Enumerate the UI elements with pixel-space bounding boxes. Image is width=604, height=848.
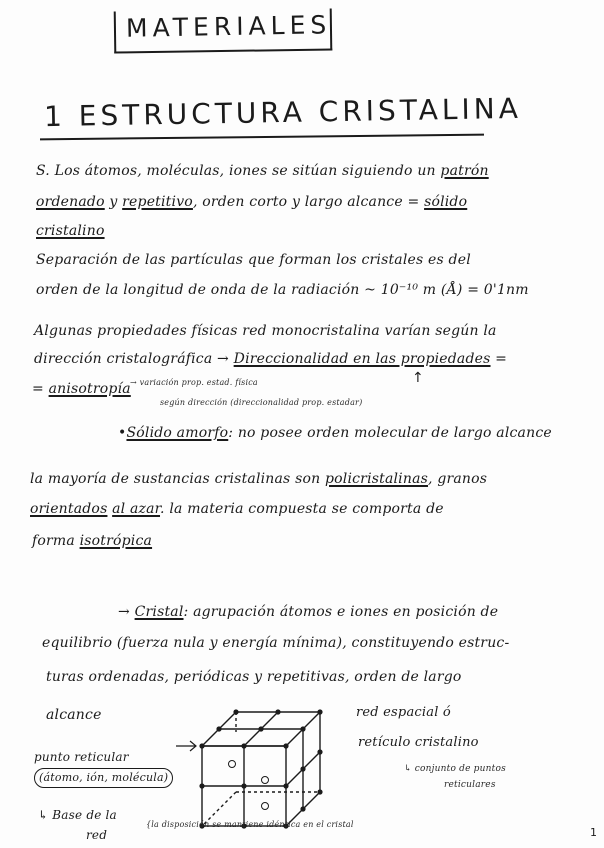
- para5-underlined: orientados: [30, 501, 108, 517]
- label-red-espacial: red espacial ó: [356, 705, 451, 720]
- label-conjunto-2: reticulares: [444, 780, 496, 790]
- para5-text: , granos: [428, 471, 488, 487]
- para6-line1: [118, 603, 498, 621]
- para6-text: : agrupación átomos e iones en posición de: [183, 604, 499, 620]
- lattice-point: [216, 726, 221, 731]
- lattice-point: [275, 709, 280, 714]
- para3-line1: Algunas propiedades físicas red monocristalina varían según la: [34, 323, 497, 339]
- lattice-point: [300, 766, 305, 771]
- heading-underline: [40, 134, 484, 141]
- para3-line2: [34, 350, 507, 368]
- para3-line3: [32, 380, 131, 398]
- pointer-arrow: [176, 741, 196, 751]
- face-atoms: [229, 761, 269, 810]
- section-heading: 1 ESTRUCTURA CRISTALINA: [43, 91, 523, 134]
- label-base-2: red: [86, 828, 108, 842]
- para6-line2: equilibrio (fuerza nula y energía mínima), constituyendo estruc-: [42, 635, 510, 651]
- para6-line4: alcance: [46, 707, 102, 723]
- face-atom: [262, 803, 269, 810]
- para5-underlined: isotrópica: [79, 533, 153, 549]
- up-arrow-icon: ↑: [412, 370, 424, 386]
- para1-line3: [36, 222, 105, 240]
- lattice-point: [258, 726, 263, 731]
- para1-underlined: sólido: [424, 194, 468, 210]
- para1-text: S. Los átomos, moléculas, iones se sitúan siguiendo un: [36, 163, 436, 179]
- para3-text: =: [495, 351, 508, 367]
- page-title: MATERIALES: [125, 10, 332, 43]
- lattice-point: [283, 783, 288, 788]
- right-arrow-icon: →: [118, 604, 130, 620]
- para4-underlined: Sólido amorfo: [126, 425, 229, 441]
- bullet-icon: •: [118, 425, 127, 441]
- lattice-point: [317, 789, 322, 794]
- label-base-1: ↳ Base de la: [38, 808, 117, 822]
- para5-line3: [32, 532, 152, 550]
- label-conjunto-1: ↳ conjunto de puntos: [404, 764, 506, 774]
- para4-text: : no posee orden molecular de largo alcance: [228, 425, 552, 441]
- para5-underlined: al azar: [112, 501, 161, 517]
- label-punto-reticular: punto reticular: [34, 750, 129, 764]
- para3-underlined: Direccionalidad en las propiedades: [233, 351, 491, 367]
- para4-line: [118, 424, 552, 442]
- para3-text: dirección cristalográfica →: [34, 351, 229, 367]
- face-atom: [262, 777, 269, 784]
- para2-line2: orden de la longitud de onda de la radiación ~ 10⁻¹⁰ m (Å) = 0'1nm: [36, 282, 529, 298]
- para1-underlined: repetitivo: [122, 194, 193, 210]
- para5-text: . la materia compuesta se comporta de: [160, 501, 444, 517]
- label-reticulo: retículo cristalino: [358, 735, 479, 750]
- label-punto-detail: (átomo, ión, molécula): [34, 768, 173, 788]
- para3-note2: según dirección (direccionalidad prop. estadar): [160, 398, 363, 407]
- para6-underlined: Cristal: [134, 604, 184, 620]
- para3-note1: → variación prop. estad. física: [130, 378, 258, 387]
- crystal-lattice-diagram: [150, 700, 360, 828]
- lattice-point: [241, 783, 246, 788]
- para5-line2: [30, 500, 444, 518]
- lattice-point: [199, 783, 204, 788]
- para5-text: la mayoría de sustancias cristalinas son: [30, 471, 321, 487]
- para6-line3: turas ordenadas, periódicas y repetitivas, orden de largo: [46, 669, 462, 685]
- para1-underlined: cristalino: [36, 223, 105, 239]
- para5-underlined: policristalinas: [324, 471, 429, 487]
- face-atom: [229, 761, 236, 768]
- lattice-point: [241, 743, 246, 748]
- para1-text: , orden corto y largo alcance =: [192, 194, 420, 210]
- para3-underlined: anisotropía: [48, 381, 131, 397]
- label-base-note: {la disposición se mantiene idéntica en el cristal: [146, 820, 354, 829]
- lattice-point: [300, 726, 305, 731]
- para3-text: =: [32, 381, 44, 397]
- para2-line1: Separación de las partículas que forman los cristales es del: [36, 252, 471, 268]
- page-number: 1: [590, 826, 597, 839]
- lattice-point: [283, 743, 288, 748]
- lattice-point: [300, 806, 305, 811]
- para1-underlined: ordenado: [36, 194, 105, 210]
- para1-line1: [36, 162, 489, 180]
- lattice-point: [317, 709, 322, 714]
- para5-line1: [30, 470, 487, 488]
- para1-underlined: patrón: [440, 163, 489, 179]
- lattice-point: [233, 709, 238, 714]
- para5-text: forma: [32, 533, 75, 549]
- para1-text: y: [109, 194, 118, 210]
- lattice-point: [199, 743, 204, 748]
- para1-line2: [36, 193, 467, 211]
- lattice-point: [317, 749, 322, 754]
